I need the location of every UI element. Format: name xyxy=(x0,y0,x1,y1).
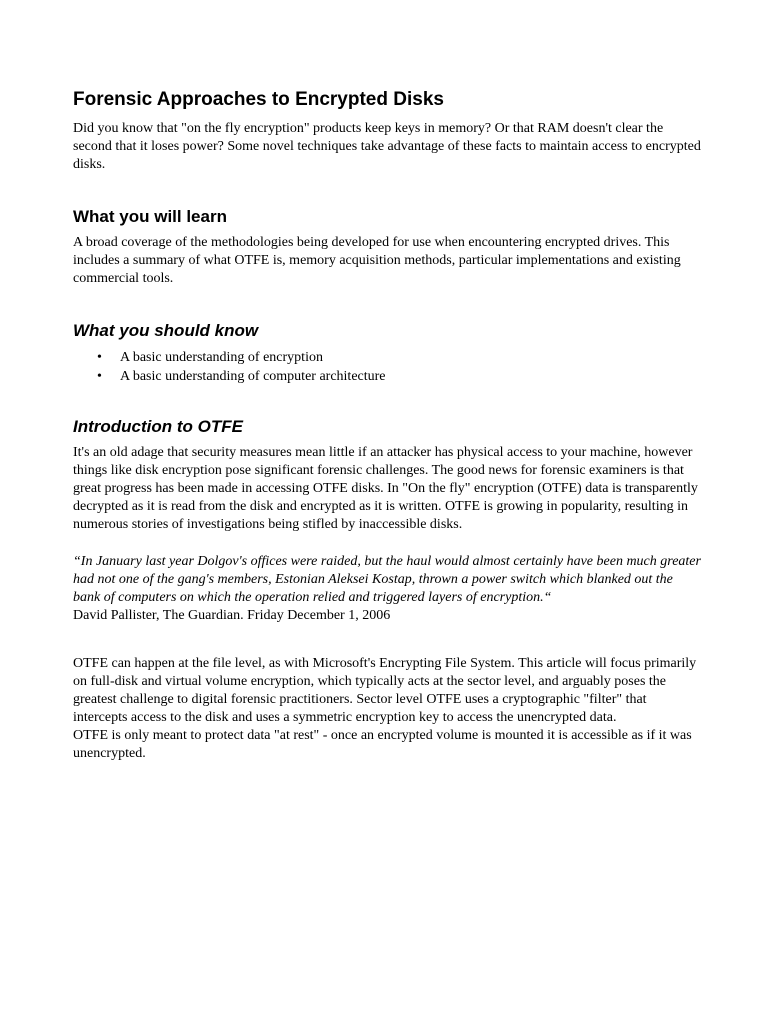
list-item-text: A basic understanding of computer architecture xyxy=(120,369,386,384)
list-item-text: A basic understanding of encryption xyxy=(120,350,323,365)
learn-heading: What you will learn xyxy=(73,207,227,226)
learn-paragraph: A broad coverage of the methodologies being developed for use when encountering encrypted drives. This includes a summary of what OTFE is, memory acquisition methods, particular implementations and existing commercial tools. xyxy=(73,235,681,286)
quote-citation: David Pallister, The Guardian. Friday December 1, 2006 xyxy=(73,608,391,623)
otfe-paragraph: It's an old adage that security measures mean little if an attacker has physical access to your machine, however things like disk encryption pose significant forensic challenges. The good news for forensic examiners is that great progress has been made in accessing OTFE disks. In "On the fly" encryption (OTFE) data is transparently decrypted as it is read from the disk and encrypted as it is written. OTFE is growing in popularity, resulting in numerous stories of investigations being stifled by inaccessible disks. xyxy=(73,445,698,532)
otfe-at-rest-paragraph: OTFE is only meant to protect data "at rest" - once an encrypted volume is mounted it is accessible as if it was unencrypted. xyxy=(73,728,692,761)
list-item xyxy=(73,348,701,367)
document-title: Forensic Approaches to Encrypted Disks xyxy=(73,89,444,110)
bullet-icon: • xyxy=(97,350,102,365)
intro-paragraph: Did you know that "on the fly encryption" products keep keys in memory? Or that RAM doesn't clear the second that it loses power? Some novel techniques take advantage of these facts to maintain access to encrypted disks. xyxy=(73,121,701,172)
guardian-quote: “In January last year Dolgov's offices were raided, but the haul would almost certainly have been much greater had not one of the gang's members, Estonian Aleksei Kostap, thrown a power switch which blanked out the bank of computers on which the operation relied and triggered layers of encryption.“ xyxy=(73,554,701,605)
bullet-icon: • xyxy=(97,369,102,384)
otfe-heading: Introduction to OTFE xyxy=(73,417,243,436)
know-heading: What you should know xyxy=(73,321,259,340)
document-page xyxy=(73,88,701,763)
otfe-file-level-paragraph: OTFE can happen at the file level, as with Microsoft's Encrypting File System. This article will focus primarily on full-disk and virtual volume encryption, which typically acts at the sector level, and arguably poses the greatest challenge to digital forensic practitioners. Sector level OTFE uses a cryptographic "filter" that intercepts access to the disk and uses a symmetric encryption key to access the unencrypted data. xyxy=(73,656,697,725)
know-list xyxy=(73,348,701,386)
list-item xyxy=(73,367,701,386)
